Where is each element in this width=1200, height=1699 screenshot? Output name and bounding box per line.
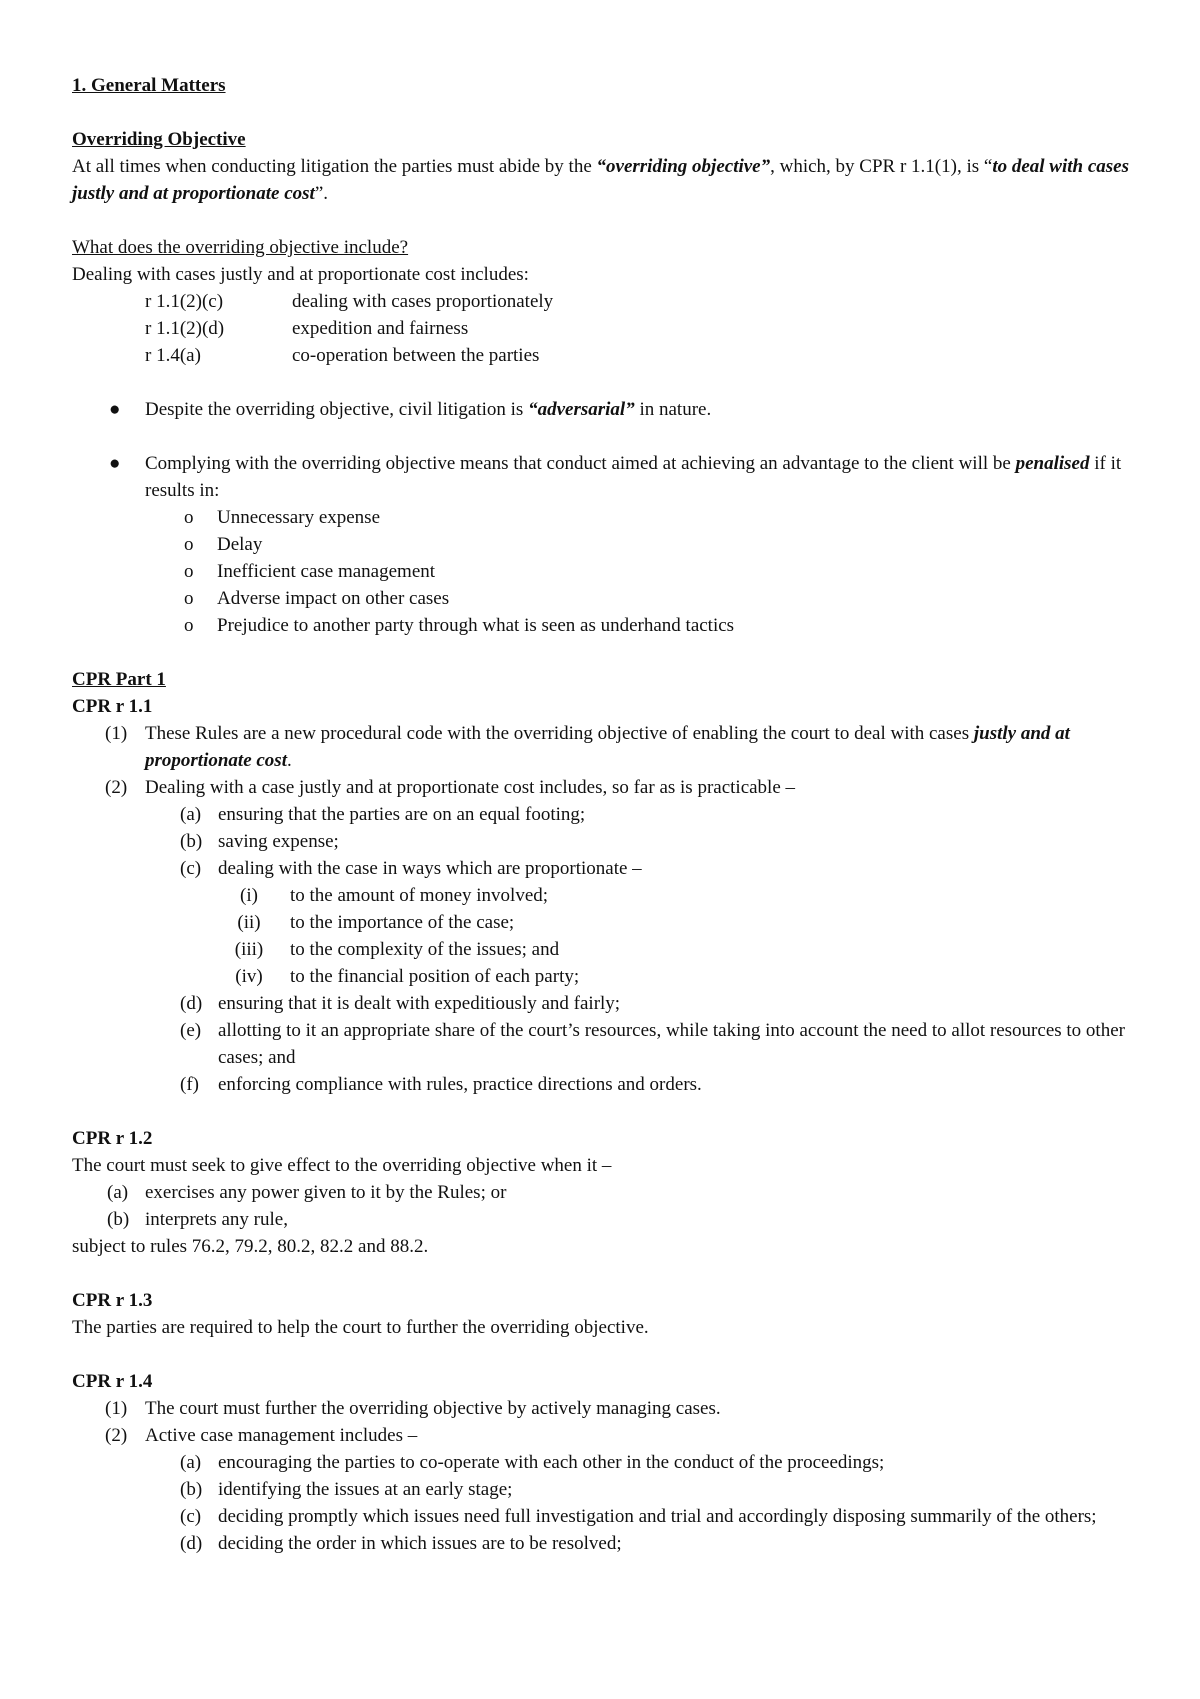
numbered-item: (2) Dealing with a case justly and at proportionate cost includes, so far as is practicable – [105, 777, 796, 798]
numbered-item: (1) The court must further the overriding objective by actively managing cases. [105, 1398, 721, 1419]
sub-bullet-item: o Unnecessary expense [72, 504, 1132, 531]
roman-item: (iv) to the financial position of each party; [235, 966, 580, 987]
cpr-r12-heading: CPR r 1.2 [72, 1128, 153, 1149]
lettered-item: (b) saving expense; [180, 831, 339, 852]
objective-includes-intro: Dealing with cases justly and at proportionate cost includes: [72, 264, 529, 285]
roman-item: (i) to the amount of money involved; [240, 885, 549, 906]
hollow-bullet-icon: o [184, 534, 194, 555]
cpr-r14-heading: CPR r 1.4 [72, 1371, 153, 1392]
lettered-item: (c) deciding promptly which issues need full investigation and trial and accordingly disposing summarily of the others; [180, 1506, 1097, 1527]
cpr-r11-heading: CPR r 1.1 [72, 696, 153, 717]
sub-bullet-item: o Delay [72, 531, 1132, 558]
hollow-bullet-icon: o [184, 615, 194, 636]
lettered-item: (b) identifying the issues at an early stage; [180, 1479, 513, 1500]
cpr-part1-heading: CPR Part 1 [72, 669, 166, 690]
lettered-item: (a) exercises any power given to it by the Rules; or [107, 1182, 507, 1203]
document-page [72, 72, 1132, 1557]
sub-bullet-item: o Inefficient case management [72, 558, 1132, 585]
hollow-bullet-icon: o [184, 588, 194, 609]
bullet-item: ● Complying with the overriding objective means that conduct aimed at achieving an advantage to the client will be penalised if it results in: [72, 450, 1132, 504]
roman-item: (iii) to the complexity of the issues; and [234, 939, 560, 960]
lettered-item: (f) enforcing compliance with rules, practice directions and orders. [180, 1074, 702, 1095]
numbered-item: (2) Active case management includes – [105, 1425, 418, 1446]
rule-reference-row: r 1.1(2)(c) dealing with cases proportionately [145, 291, 554, 312]
cpr-r13-text: The parties are required to help the court to further the overriding objective. [72, 1317, 649, 1338]
lettered-item: (d) deciding the order in which issues are to be resolved; [180, 1533, 622, 1554]
lettered-item: (c) dealing with the case in ways which are proportionate – [180, 858, 642, 879]
bullet-icon: ● [109, 453, 121, 474]
numbered-item: (1) These Rules are a new procedural code with the overriding objective of enabling the court to deal with cases justly and at proportionate cost. [105, 723, 1070, 771]
cpr-r13-heading: CPR r 1.3 [72, 1290, 153, 1311]
lettered-item: (d) ensuring that it is dealt with expeditiously and fairly; [180, 993, 621, 1014]
document-title: 1. General Matters [72, 75, 226, 96]
objective-includes-subheading: What does the overriding objective include? [72, 237, 409, 258]
overriding-objective-heading: Overriding Objective [72, 129, 246, 150]
hollow-bullet-icon: o [184, 561, 194, 582]
roman-item: (ii) to the importance of the case; [237, 912, 515, 933]
sub-bullet-item: o Prejudice to another party through what is seen as underhand tactics [72, 612, 1132, 639]
lettered-item: (a) ensuring that the parties are on an equal footing; [180, 804, 586, 825]
lettered-item: (a) encouraging the parties to co-operate with each other in the conduct of the proceedings; [180, 1452, 885, 1473]
lettered-item: (b) interprets any rule, [107, 1209, 288, 1230]
rule-reference-row: r 1.4(a) co-operation between the parties [145, 345, 540, 366]
cpr-r12-intro: The court must seek to give effect to the overriding objective when it – [72, 1155, 612, 1176]
hollow-bullet-icon: o [184, 507, 194, 528]
overriding-objective-paragraph: At all times when conducting litigation the parties must abide by the “overriding objective”, which, by CPR r 1.1(1), is “to deal with cases justly and at proportionate cost”. [72, 156, 1130, 204]
bullet-icon: ● [109, 399, 121, 420]
lettered-item: (e) allotting to it an appropriate share of the court’s resources, while taking into account the need to allot resources to other cases; and [180, 1020, 1125, 1068]
cpr-r12-outro: subject to rules 76.2, 79.2, 80.2, 82.2 and 88.2. [72, 1236, 429, 1257]
bullet-item: ● Despite the overriding objective, civil litigation is “adversarial” in nature. [72, 396, 1132, 423]
sub-bullet-item: o Adverse impact on other cases [72, 585, 1132, 612]
rule-reference-row: r 1.1(2)(d) expedition and fairness [145, 318, 469, 339]
